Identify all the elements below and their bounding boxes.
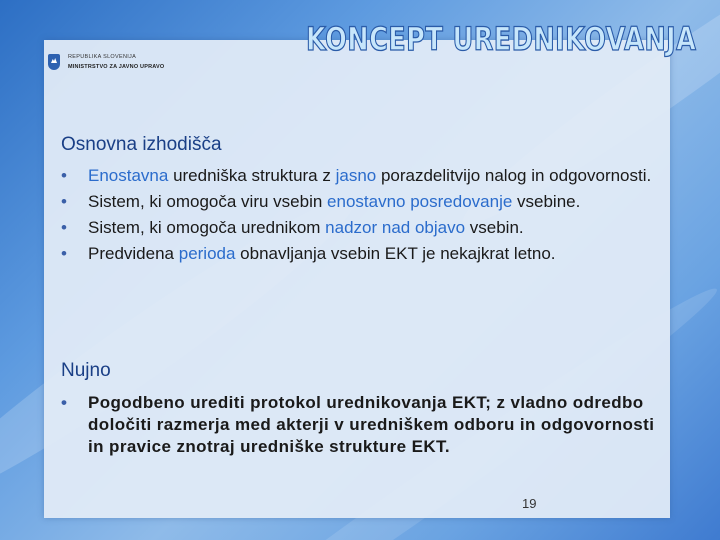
item-text: Sistem, ki omogoča urednikom: [88, 218, 326, 237]
item-text: porazdelitvijo nalog in odgovornosti.: [376, 166, 652, 185]
highlight-text: perioda: [178, 244, 236, 263]
basics-list: [61, 165, 665, 269]
ministry-logo: [48, 54, 164, 70]
logo-text: [68, 54, 164, 70]
required-list: [61, 392, 665, 462]
bullet-icon: •: [61, 218, 67, 237]
slide-title: KONCEPT UREDNIKOVANJA: [306, 20, 697, 58]
bullet-icon: •: [61, 244, 67, 263]
list-item: [61, 243, 665, 265]
item-text: Predvidena: [88, 244, 179, 263]
highlight-text: Enostavna: [88, 166, 169, 185]
item-text: Pogodbeno urediti protokol urednikovanja EKT; z vladno odredbo določiti razmerja med akterji v uredniškem odboru in odgovornosti in pravice znotraj uredniške strukture EKT.: [88, 393, 655, 456]
list-item: [61, 392, 665, 458]
item-text: Sistem, ki omogoča viru vsebin: [88, 192, 328, 211]
list-item: [61, 217, 665, 239]
logo-ministry: MINISTRSTVO ZA JAVNO UPRAVO: [68, 64, 165, 70]
bullet-icon: •: [61, 393, 68, 412]
highlight-text: nadzor nad objavo: [325, 218, 466, 237]
item-text: vsebine.: [512, 192, 581, 211]
bullet-icon: •: [61, 166, 67, 185]
section-heading-required: Nujno: [61, 360, 111, 381]
slovenia-crest-icon: [48, 54, 60, 70]
highlight-text: enostavno posredovanje: [327, 192, 513, 211]
item-text: obnavljanja vsebin EKT je nekajkrat letno.: [235, 244, 556, 263]
highlight-text: jasno: [335, 166, 377, 185]
item-text: vsebin.: [465, 218, 524, 237]
section-heading-basics: Osnovna izhodišča: [61, 134, 222, 155]
page-number: 19: [522, 496, 537, 511]
logo-country: REPUBLIKA SLOVENIJA: [68, 54, 137, 60]
list-item: [61, 165, 665, 187]
item-text: uredniška struktura z: [168, 166, 336, 185]
list-item: [61, 191, 665, 213]
bullet-icon: •: [61, 192, 67, 211]
